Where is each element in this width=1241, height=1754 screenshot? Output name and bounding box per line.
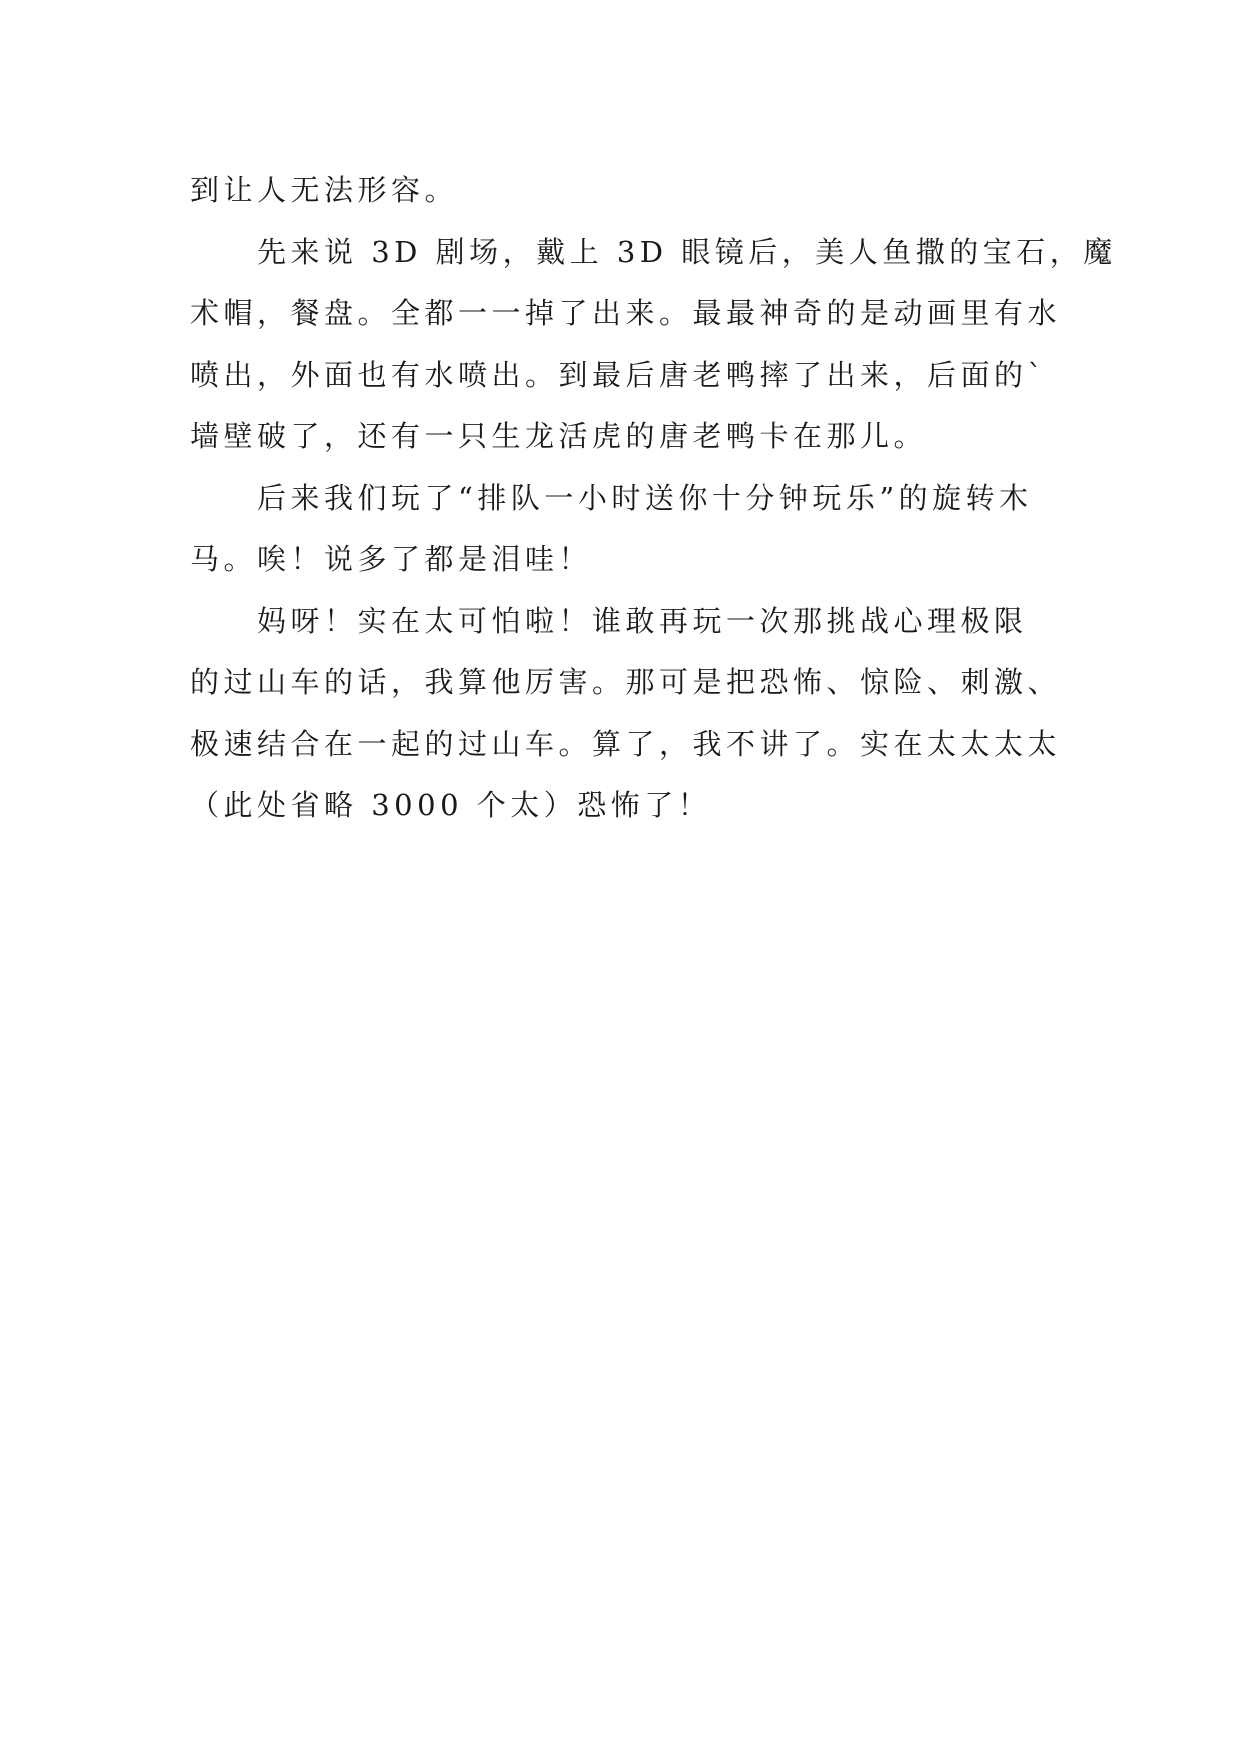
text-line: 术帽，餐盘。全都一一掉了出来。最最神奇的是动画里有水 bbox=[190, 296, 1062, 330]
paragraph-start-line: 妈呀！实在太可怕啦！谁敢再玩一次那挑战心理极限 bbox=[257, 603, 1028, 638]
paragraph-start-line: 先来说 3D 剧场，戴上 3D 眼镜后，美人鱼撒的宝石，魔 bbox=[257, 234, 1117, 269]
text-line: 喷出，外面也有水喷出。到最后唐老鸭摔了出来，后面的` bbox=[190, 357, 1047, 392]
text-line: 马。唉！说多了都是泪哇！ bbox=[190, 542, 593, 576]
text-line: 到让人无法形容。 bbox=[190, 173, 459, 207]
text-line: 墙壁破了，还有一只生龙活虎的唐老鸭卡在那儿。 bbox=[190, 419, 928, 453]
paragraph-start-line: 后来我们玩了“排队一小时送你十分钟玩乐”的旋转木 bbox=[257, 480, 1033, 515]
text-line: （此处省略 3000 个太）恐怖了！ bbox=[190, 788, 712, 822]
text-line: 极速结合在一起的过山车。算了，我不讲了。实在太太太太 bbox=[190, 726, 1062, 761]
essay-body bbox=[190, 160, 1117, 837]
text-line: 的过山车的话，我算他厉害。那可是把恐怖、惊险、刺激、 bbox=[190, 665, 1062, 699]
